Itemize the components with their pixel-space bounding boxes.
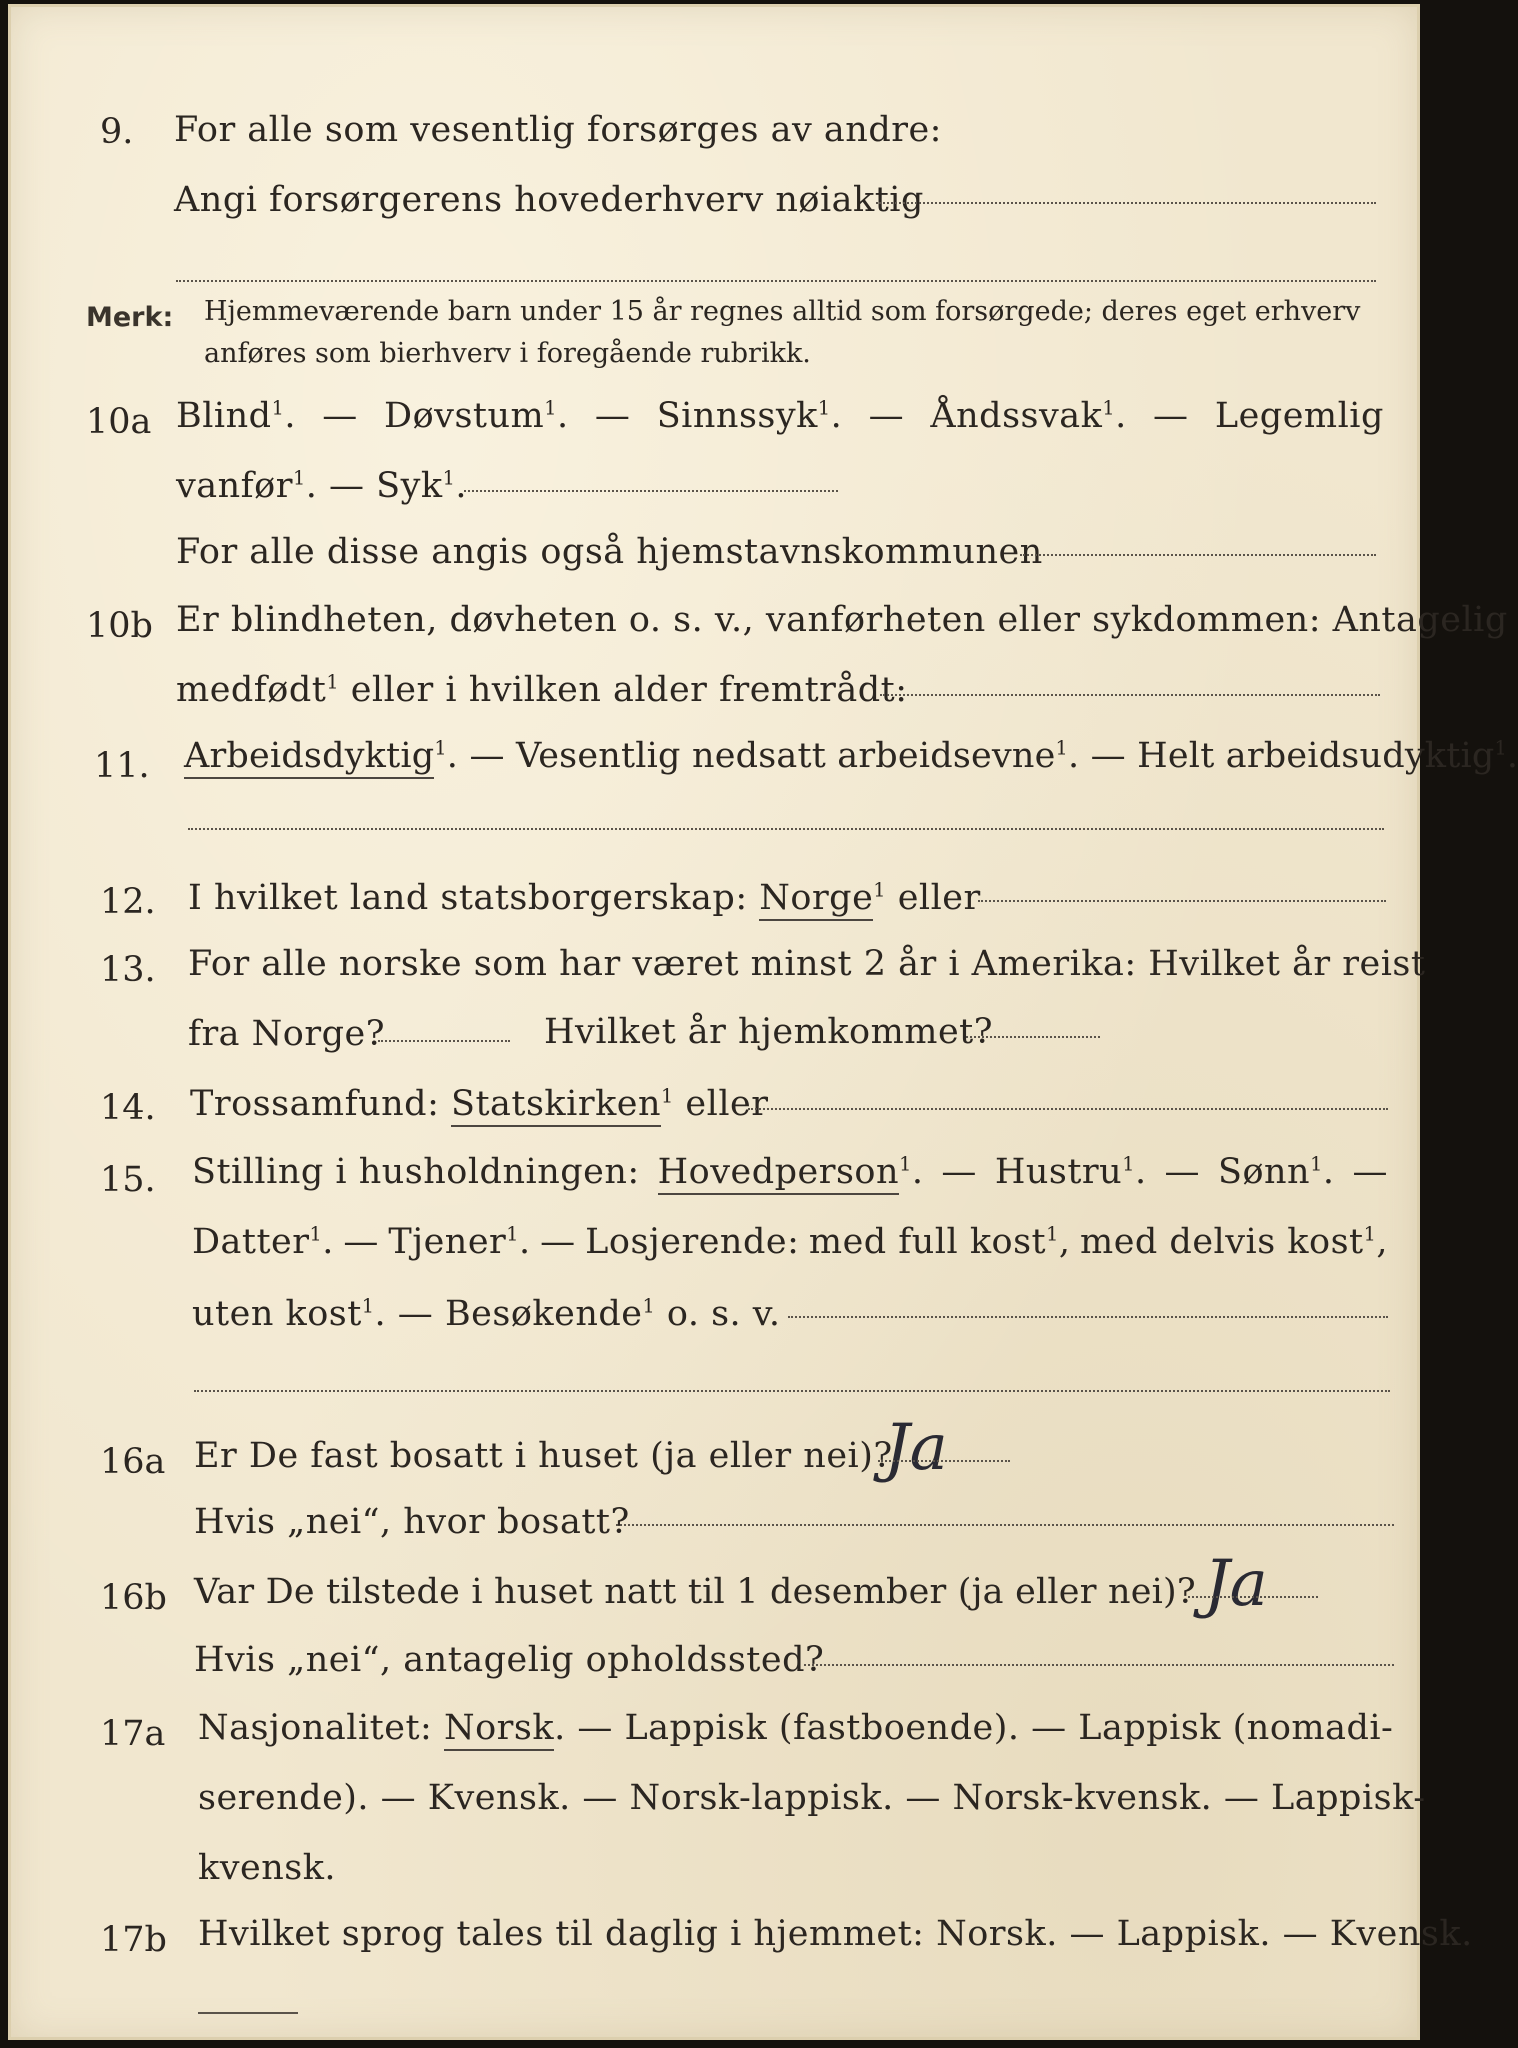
q9-answer-line[interactable] — [876, 202, 1376, 204]
merk-label: Merk: — [86, 302, 174, 333]
q10b-option-medfodt: medfødt — [176, 670, 327, 710]
q13-line2b: Hvilket år hjemkommet? — [544, 1012, 994, 1052]
q10a-line2: vanfør$^1$. — Syk$^1$. — [176, 466, 467, 506]
q17b-line1: Hvilket sprog tales til daglig i hjemmet: Norsk. — Lappisk. — Kvensk. — [198, 1914, 1473, 1954]
q11-option-arbeidsdyktig-selected[interactable]: Arbeidsdyktig — [184, 736, 434, 779]
dash: — — [540, 1222, 576, 1262]
q15-option-sonn[interactable]: Sønn$^1$. — [1217, 1152, 1335, 1192]
q15-option-delvis-kost[interactable]: med delvis kost$^1$, — [1080, 1222, 1388, 1262]
q13-number: 13. — [100, 950, 156, 990]
q9-answer-line-2[interactable] — [176, 280, 1376, 282]
q10a-hjemstavn-answer-line[interactable] — [1020, 554, 1376, 556]
q11-option-udyktig[interactable]: Helt arbeidsudyktig — [1137, 736, 1495, 776]
census-form-page — [8, 4, 1518, 2040]
q15-option-besokende[interactable]: Besøkende — [444, 1294, 643, 1334]
q10b-number: 10b — [86, 606, 153, 646]
q14-line: Trossamfund: Statskirken$^1$ eller — [190, 1082, 768, 1126]
q13-line2a: fra Norge? — [188, 1014, 385, 1054]
q11-line: Arbeidsdyktig$^1$. — Vesentlig nedsatt arbeidsevne$^1$. — Helt arbeidsudyktig$^1$. — [184, 734, 1518, 778]
q16b-number: 16b — [100, 1578, 167, 1618]
q15-losjerende: Losjerende: — [585, 1222, 800, 1262]
q9-number: 9. — [100, 112, 134, 152]
q10a-option-blind: Blind$^1$. — [176, 396, 296, 436]
q11-answer-line[interactable] — [188, 828, 1384, 830]
q12-answer-line[interactable] — [978, 900, 1386, 902]
q15-option-full-kost[interactable]: med full kost$^1$, — [808, 1222, 1071, 1262]
q15-option-hovedperson[interactable]: Hovedperson$^1$. — [658, 1150, 924, 1194]
q9-line2: Angi forsørgerens hovederhverv nøiaktig — [174, 180, 924, 220]
q14-number: 14. — [100, 1088, 156, 1128]
q12-option-norge-selected[interactable]: Norge — [759, 878, 873, 921]
q10a-option-vanfor: vanfør — [176, 466, 293, 506]
q16a-line1: Er De fast bosatt i huset (ja eller nei)? — [194, 1436, 893, 1476]
q11-number: 11. — [94, 746, 150, 786]
q17b-number: 17b — [100, 1920, 167, 1960]
q16a-handwritten-answer[interactable]: Ja — [884, 1411, 948, 1485]
q16a-answer-line[interactable] — [878, 1460, 1010, 1462]
footnote-rule — [198, 2012, 298, 2014]
q15-option-uten-kost[interactable]: uten kost — [192, 1294, 362, 1334]
q16a-line2: Hvis „nei“, hvor bosatt? — [194, 1502, 630, 1542]
q17a-line3: kvensk. — [198, 1848, 337, 1888]
merk-line1: Hjemmeværende barn under 15 år regnes alltid som forsørgede; deres eget erhverv — [204, 296, 1361, 327]
q10a-option-sinnssyk: Sinnssyk$^1$. — [656, 396, 843, 436]
q16b-answer-line[interactable] — [1188, 1596, 1318, 1598]
q15-line1 — [192, 1150, 1388, 1194]
q16b-line1: Var De tilstede i huset natt til 1 desember (ja eller nei)? — [194, 1572, 1196, 1612]
q10a-answer-line[interactable] — [464, 490, 838, 492]
q15-answer-line-2[interactable] — [194, 1390, 1390, 1392]
q16b-opholdssted-answer-line[interactable] — [804, 1664, 1394, 1666]
q17a-number: 17a — [100, 1714, 166, 1754]
q10a-number: 10a — [86, 402, 152, 442]
dash: — — [868, 396, 905, 436]
q13-reist-answer-line[interactable] — [378, 1040, 510, 1042]
q13-line1: For alle norske som har været minst 2 år i Amerika: Hvilket år reist — [188, 944, 1426, 984]
q12-number: 12. — [100, 882, 156, 922]
q10a-option-andssvak: Åndssvak$^1$. — [930, 396, 1127, 436]
dash: — — [941, 1152, 977, 1192]
q10a-line3: For alle disse angis også hjemstavnskommunen — [176, 532, 1043, 572]
q10b-line1: Er blindheten, døvheten o. s. v., vanførheten eller sykdommen: Antagelig — [176, 600, 1508, 640]
q16a-number: 16a — [100, 1442, 166, 1482]
q13-hjemkommet-answer-line[interactable] — [966, 1036, 1100, 1038]
q15-number: 15. — [100, 1160, 156, 1200]
dash: — — [1153, 396, 1189, 436]
merk-line2: anføres som bierhverv i foregående rubrikk. — [204, 338, 811, 369]
q12-line: I hvilket land statsborgerskap: Norge$^1$ eller — [188, 876, 981, 920]
q15-line3: uten kost$^1$. — Besøkende$^1$ o. s. v. — [192, 1294, 781, 1334]
q10b-line2: medfødt$^1$ eller i hvilken alder fremtrådt: — [176, 670, 908, 710]
q16a-bosatt-answer-line[interactable] — [616, 1524, 1394, 1526]
q10a-option-syk: Syk — [376, 466, 443, 506]
q16b-handwritten-answer[interactable]: Ja — [1204, 1547, 1268, 1621]
q15-answer-line[interactable] — [788, 1316, 1388, 1318]
dash: — — [1352, 1152, 1388, 1192]
q11-option-nedsatt[interactable]: Vesentlig nedsatt arbeidsevne — [515, 736, 1056, 776]
q17a-line2: serende). — Kvensk. — Norsk-lappisk. — Norsk-kvensk. — Lappisk- — [198, 1778, 1426, 1818]
q15-option-hustru[interactable]: Hustru$^1$. — [994, 1152, 1147, 1192]
q15-option-datter[interactable]: Datter$^1$. — [192, 1222, 334, 1262]
dash: — — [322, 396, 358, 436]
dash: — — [343, 1222, 379, 1262]
q17a-option-norsk-selected[interactable]: Norsk — [444, 1708, 554, 1751]
q10b-answer-line[interactable] — [880, 694, 1380, 696]
dash: — — [1164, 1152, 1201, 1192]
q14-answer-line[interactable] — [748, 1108, 1388, 1110]
q15-lead: Stilling i husholdningen: — [192, 1152, 640, 1192]
q10a-option-legemlig: Legemlig — [1214, 396, 1384, 436]
q10a-option-dovstum: Døvstum$^1$. — [384, 396, 569, 436]
q17a-line1: Nasjonalitet: Norsk. — Lappisk (fastboende). — Lappisk (nomadi- — [198, 1706, 1393, 1750]
q16b-line2: Hvis „nei“, antagelig opholdssted? — [194, 1640, 825, 1680]
q10a-line1 — [176, 394, 1384, 438]
dash: — — [594, 396, 631, 436]
q15-option-tjener[interactable]: Tjener$^1$. — [388, 1222, 531, 1262]
q14-option-statskirken-selected[interactable]: Statskirken — [451, 1084, 661, 1127]
q9-line1: For alle som vesentlig forsørges av andre: — [174, 110, 942, 150]
q15-line2 — [192, 1220, 1388, 1264]
